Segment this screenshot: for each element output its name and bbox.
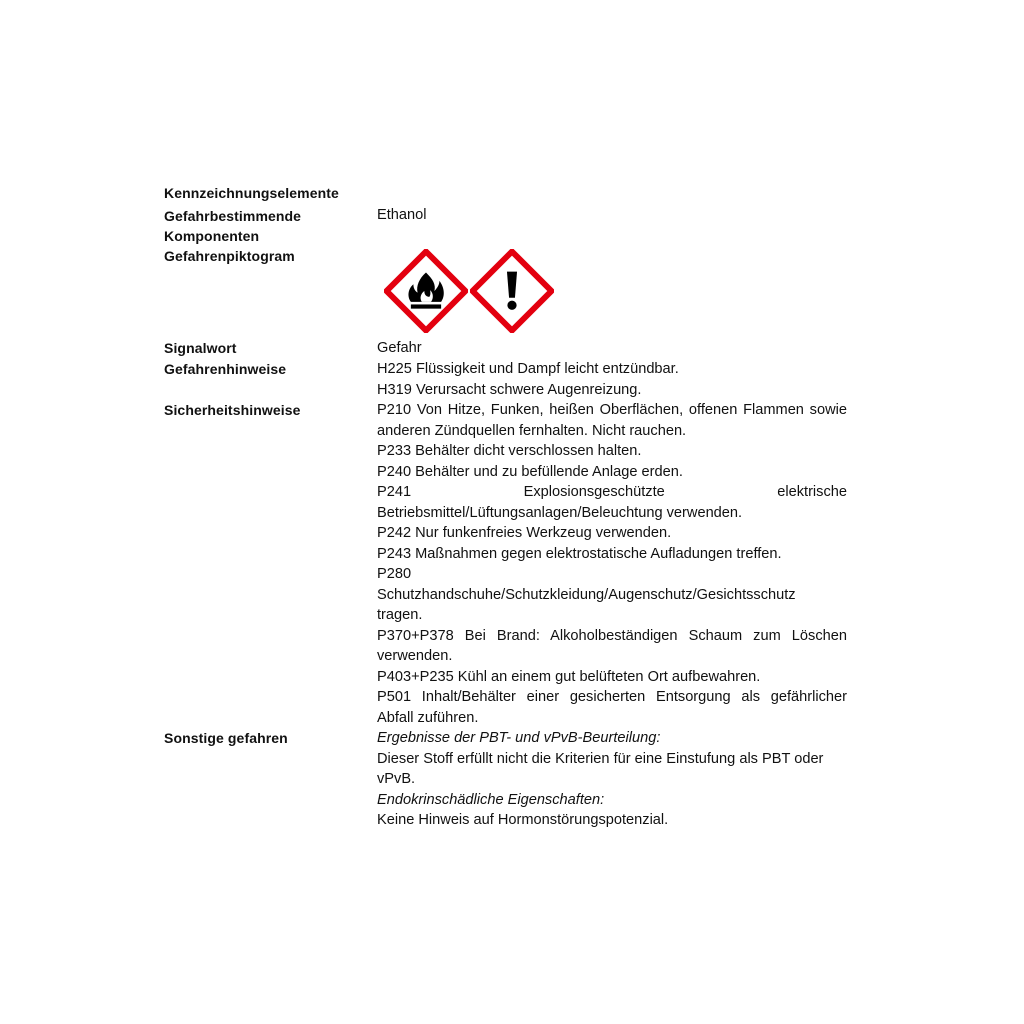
endocrine-text: Keine Hinweis auf Hormonstörungspotenzial. bbox=[377, 812, 669, 828]
section-title: Kennzeichnungselemente bbox=[164, 185, 339, 201]
pbt-heading: Ergebnisse der PBT- und vPvB-Beurteilung: bbox=[377, 730, 661, 746]
other-hazards bbox=[377, 728, 847, 831]
endocrine-heading: Endokrinschädliche Eigenschaften: bbox=[377, 791, 605, 808]
safety-line: Betriebsmittel/Lüftungsanlagen/Beleuchtung verwenden. bbox=[377, 504, 743, 521]
safety-line: Abfall zuführen. bbox=[377, 709, 479, 726]
safety-line: P240 Behälter und zu befüllende Anlage erden. bbox=[377, 463, 683, 480]
exclamation-mark-pictogram-icon bbox=[470, 249, 554, 333]
pbt-text: Dieser Stoff erfüllt nicht die Kriterien für eine Einstufung als PBT oder bbox=[377, 750, 824, 767]
pbt-text: vPvB. bbox=[377, 771, 416, 787]
safety-line: P501 Inhalt/Behälter einer gesicherten Entsorgung als gefährlicher bbox=[377, 689, 847, 705]
safety-line: P403+P235 Kühl an einem gut belüfteten Ort aufbewahren. bbox=[377, 668, 761, 685]
safety-line: P210 Von Hitze, Funken, heißen Oberflächen, offenen Flammen sowie bbox=[377, 402, 847, 418]
safety-line: tragen. bbox=[377, 607, 423, 623]
label-safety-statements: Sicherheitshinweise bbox=[164, 402, 301, 418]
label-components-line-1: Gefahrbestimmende bbox=[164, 208, 302, 224]
value-components bbox=[377, 205, 847, 226]
signal-word: Gefahr bbox=[377, 340, 422, 356]
hazard-statement: H225 Flüssigkeit und Dampf leicht entzündbar. bbox=[377, 361, 679, 377]
value-signal-word bbox=[377, 338, 847, 359]
label-hazard-statements: Gefahrenhinweise bbox=[164, 361, 287, 377]
label-pictogram: Gefahrenpiktogram bbox=[164, 248, 295, 264]
safety-line: anderen Zündquellen fernhalten. Nicht rauchen. bbox=[377, 422, 687, 439]
safety-line: P243 Maßnahmen gegen elektrostatische Aufladungen treffen. bbox=[377, 545, 782, 562]
hazard-statement: H319 Verursacht schwere Augenreizung. bbox=[377, 381, 642, 398]
safety-line: P233 Behälter dicht verschlossen halten. bbox=[377, 443, 642, 459]
hazard-statements bbox=[377, 359, 847, 400]
safety-line: verwenden. bbox=[377, 648, 453, 664]
flame-pictogram-icon bbox=[384, 249, 468, 333]
components-value: Ethanol bbox=[377, 207, 427, 223]
safety-line: P370+P378 Bei Brand: Alkoholbeständigen Schaum zum Löschen bbox=[377, 627, 847, 644]
safety-statements bbox=[377, 400, 847, 728]
safety-line: P242 Nur funkenfreies Werkzeug verwenden. bbox=[377, 525, 672, 541]
safety-line: P241 Explosionsgeschützte elektrische bbox=[377, 484, 847, 500]
label-signal-word: Signalwort bbox=[164, 340, 237, 356]
label-components-line-2: Komponenten bbox=[164, 228, 260, 244]
safety-line: P280 bbox=[377, 566, 412, 582]
safety-line: Schutzhandschuhe/Schutzkleidung/Augenschutz/Gesichtsschutz bbox=[377, 586, 796, 603]
label-other-hazards: Sonstige gefahren bbox=[164, 730, 288, 746]
